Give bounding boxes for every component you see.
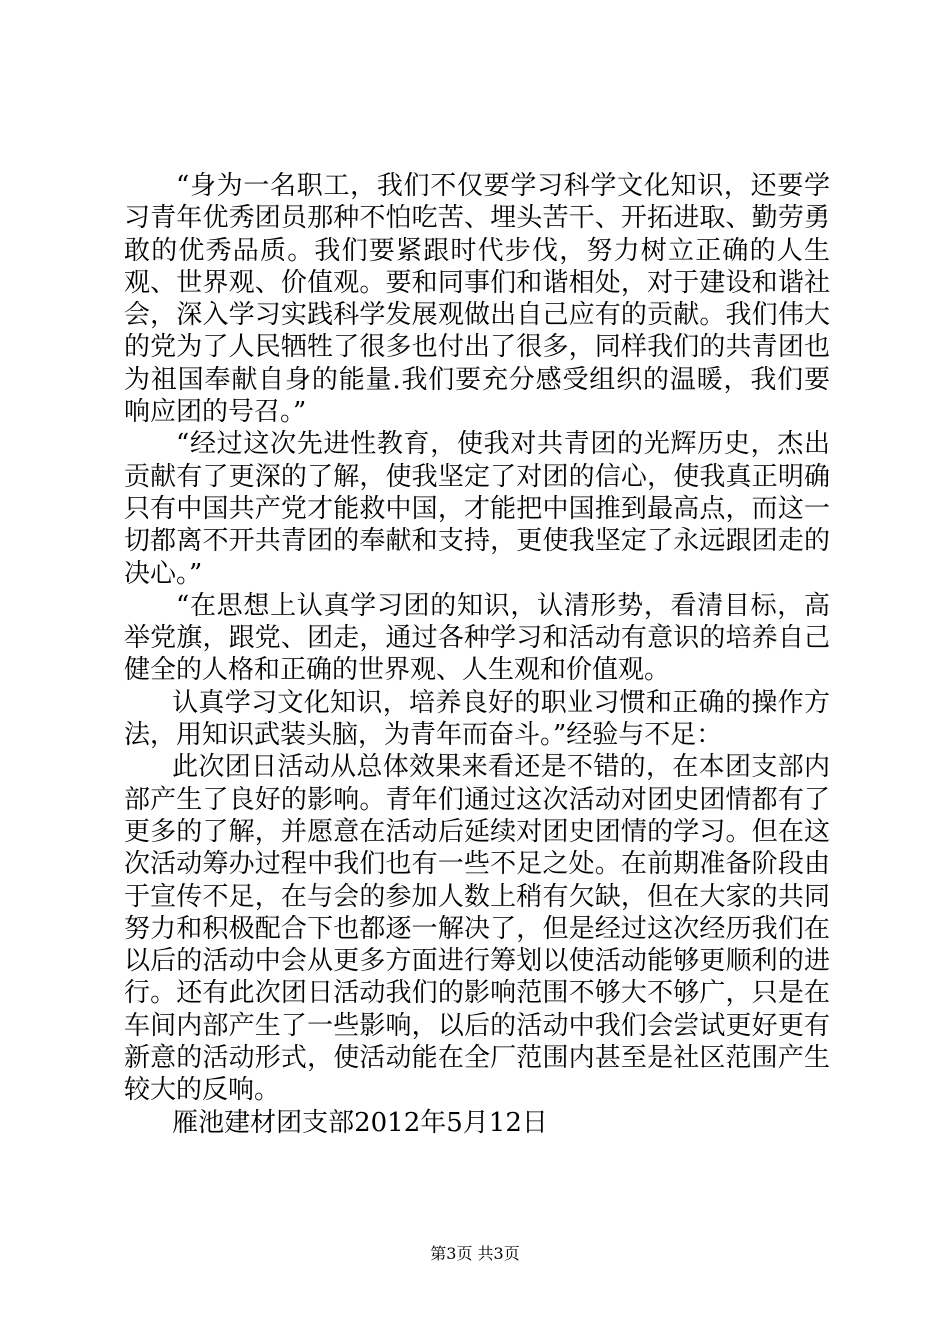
signature-line: 雁池建材团支部2012年5月12日 <box>172 1107 548 1138</box>
page-footer <box>0 1244 950 1264</box>
paragraph-culture-study: 认真学习文化知识，培养良好的职业习惯和正确的操作方法，用知识武装头脑，为青年而奋斗。”经验与不足： <box>124 687 830 751</box>
paragraph-ideology-study: “在思想上认真学习团的知识，认清形势，看清目标，高举党旗，跟党、团走，通过各种学习和活动有意识的培养自己健全的人格和正确的世界观、人生观和价值观。 <box>124 590 830 686</box>
paragraph-education-reflection: “经过这次先进性教育，使我对共青团的光辉历史，杰出贡献有了更深的了解，使我坚定了对团的信心，使我真正明确只有中国共产党才能救中国，才能把中国推到最高点，而这一切都离不开共青团的奉献和支持，更使我坚定了永远跟团走的决心。” <box>124 429 830 589</box>
paragraph-employee-duty: “身为一名职工，我们不仅要学习科学文化知识，还要学习青年优秀团员那种不怕吃苦、埋头苦干、开拓进取、勤劳勇敢的优秀品质。我们要紧跟时代步伐，努力树立正确的人生观、世界观、价值观。要和同事们和谐相处，对于建设和谐社会，深入学习实践科学发展观做出自己应有的贡献。我们伟大的党为了人民牺牲了很多也付出了很多，同样我们的共青团也为祖国奉献自身的能量.我们要充分感受组织的温暖，我们要响应团的号召。” <box>124 171 830 428</box>
document-body <box>124 170 830 1139</box>
paragraph-experience-shortcomings: 此次团日活动从总体效果来看还是不错的，在本团支部内部产生了良好的影响。青年们通过这次活动对团史团情都有了更多的了解，并愿意在活动后延续对团史团情的学习。但在这次活动筹办过程中我们也有一些不足之处。在前期准备阶段由于宣传不足，在与会的参加人数上稍有欠缺，但在大家的共同努力和积极配合下也都逐一解决了，但是经过这次经历我们在以后的活动中会从更多方面进行筹划以使活动能够更顺利的进行。还有此次团日活动我们的影响范围不够大不够广，只是在车间内部产生了一些影响，以后的活动中我们会尝试更好更有新意的活动形式，使活动能在全厂范围内甚至是社区范围产生较大的反响。 <box>124 752 830 1106</box>
page-number-label: 第3页 共3页 <box>430 1244 520 1263</box>
